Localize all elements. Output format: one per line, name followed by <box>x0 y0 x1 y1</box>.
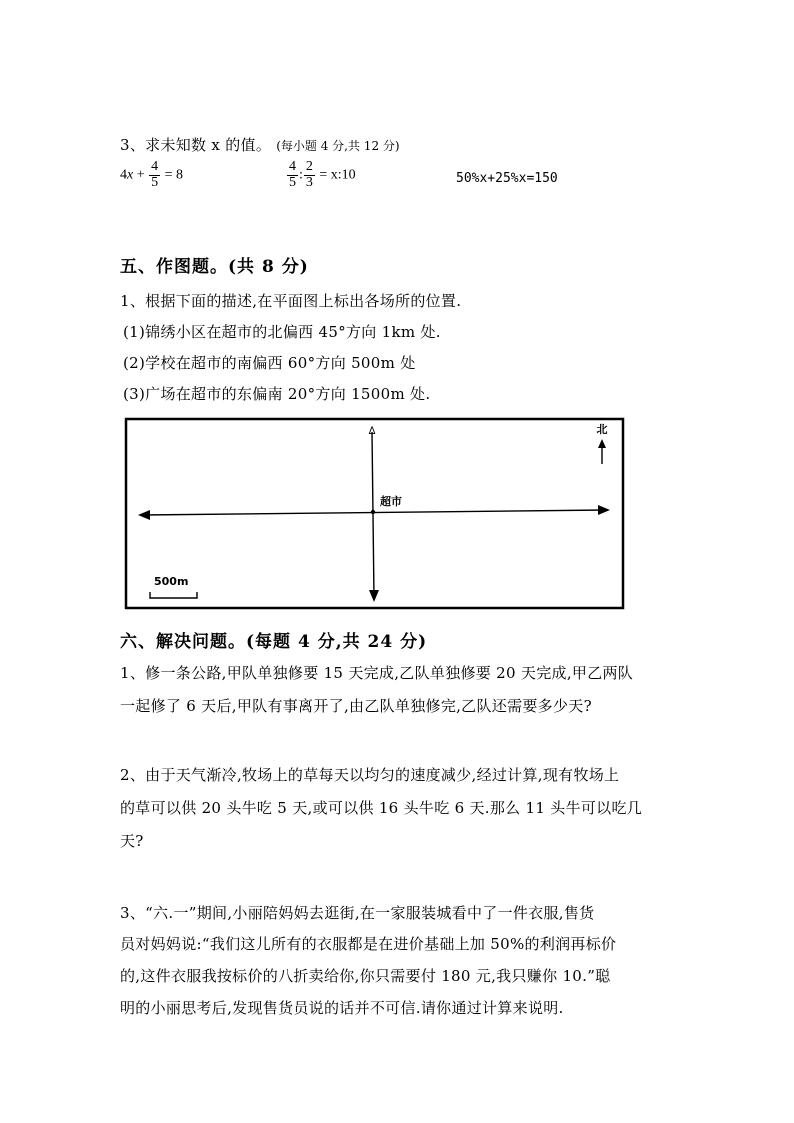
p6-q3-line-4: 明的小丽思考后,发现售货员说的话并不可信.请你通过计算来说明. <box>120 999 564 1017</box>
scale-label: 500m <box>154 575 189 588</box>
supermarket-point <box>371 510 375 514</box>
eq2-b-numerator: 2 <box>305 159 313 174</box>
eq1-plus: + <box>136 167 145 183</box>
eq2-fraction-a <box>287 160 298 190</box>
north-south-axis <box>372 432 374 598</box>
question-3-points: (每小题 4 分,共 12 分) <box>276 139 400 153</box>
eq2-fraction-b <box>304 160 315 190</box>
location-map[interactable] <box>120 412 630 614</box>
scale-bar <box>150 592 197 598</box>
east-arrowhead <box>598 505 610 515</box>
eq1-fraction <box>149 160 160 190</box>
top-mark: ᐃ <box>368 426 376 437</box>
question-3-title: 3、求未知数 x 的值。 <box>120 136 272 154</box>
eq2-a-numerator: 4 <box>289 159 296 174</box>
eq1-numerator: 4 <box>151 159 159 174</box>
p6-q2-line-3: 天? <box>120 832 144 850</box>
question-3-title-row <box>120 134 400 155</box>
south-arrowhead <box>369 590 379 602</box>
part-5-item-2: (2)学校在超市的南偏西 60°方向 500m 处 <box>123 354 416 372</box>
eq1-denominator: 5 <box>151 174 159 190</box>
p6-q1-line-1: 1、修一条公路,甲队单独修要 15 天完成,乙队单独修要 20 天完成,甲乙两队 <box>120 664 634 682</box>
eq2-b-denominator: 3 <box>305 174 313 190</box>
north-arrow-icon <box>598 439 606 448</box>
p6-q3-line-1: 3、“六.一”期间,小丽陪妈妈去逛街,在一家服装城看中了一件衣服,售货 <box>120 904 595 922</box>
equation-1 <box>120 160 183 190</box>
eq1-var: x <box>127 167 134 183</box>
eq1-rhs: = 8 <box>164 167 184 183</box>
equation-2 <box>286 160 356 190</box>
p6-q2-line-1: 2、由于天气渐冷,牧场上的草每天以均匀的速度减少,经过计算,现有牧场上 <box>120 766 620 784</box>
part-5-item-1: (1)锦绣小区在超市的北偏西 45°方向 1km 处. <box>123 323 441 341</box>
part-6-heading: 六、解决问题。(每题 4 分,共 24 分) <box>120 632 428 652</box>
p6-q2-line-2: 的草可以供 20 头牛吃 5 天,或可以供 16 头牛吃 6 天.那么 11 头牛可以吃几 <box>120 799 643 817</box>
equation-3: 50%x+25%x=150 <box>456 171 558 186</box>
eq2-rhs: = x:10 <box>319 167 356 183</box>
eq2-a-denominator: 5 <box>289 174 296 190</box>
west-arrowhead <box>138 510 150 520</box>
supermarket-label: 超市 <box>380 495 402 508</box>
p6-q3-line-2: 员对妈妈说:“我们这儿所有的衣服都是在进价基础上加 50%的利润再标价 <box>120 935 617 953</box>
part-5-heading: 五、作图题。(共 8 分) <box>120 257 309 277</box>
p6-q3-line-3: 的,这件衣服我按标价的八折卖给你,你只需要付 180 元,我只赚你 10.”聪 <box>120 967 611 985</box>
eq1-coef: 4 <box>120 167 127 183</box>
eq2-colon: : <box>299 167 303 183</box>
part-5-item-3: (3)广场在超市的东偏南 20°方向 1500m 处. <box>123 385 431 403</box>
p6-q1-line-2: 一起修了 6 天后,甲队有事离开了,由乙队单独修完,乙队还需要多少天? <box>120 697 592 715</box>
north-label: 北 <box>596 423 608 436</box>
part-5-question-1: 1、根据下面的描述,在平面图上标出各场所的位置. <box>120 292 462 310</box>
